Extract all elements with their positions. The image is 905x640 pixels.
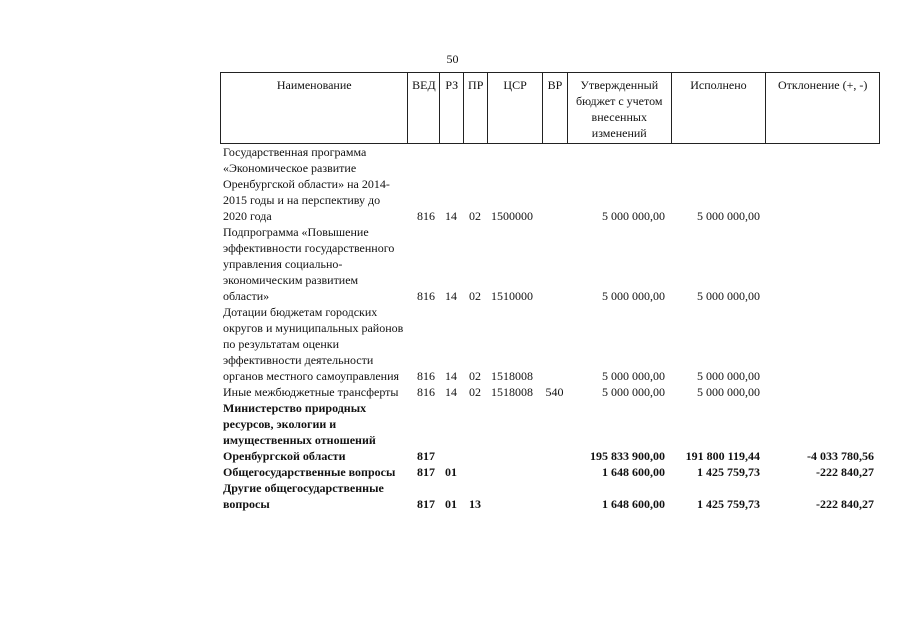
table-row [220,480,880,512]
row-vr: 540 [545,385,564,399]
table-row [220,304,880,384]
row-csr: 1500000 [491,209,533,223]
row-executed: 5 000 000,00 [697,385,760,399]
header-rz: РЗ [439,73,463,143]
header-executed: Исполнено [671,73,766,143]
row-pr: 02 [469,385,481,399]
budget-table [220,72,880,512]
row-rz: 01 [445,465,457,479]
row-name: Дотации бюджетам городских округов и муниципальных районов по результатам оценки эффективности деятельности органов местного самоуправления [223,305,404,383]
row-approved: 5 000 000,00 [602,369,665,383]
row-deviation: -222 840,27 [816,497,874,511]
table-header [220,72,880,144]
row-name: Иные межбюджетные трансферты [223,385,399,399]
header-approved: Утвержденный бюджет с учетом внесенных изменений [567,73,671,143]
row-executed: 191 800 119,44 [685,449,760,463]
header-pr: ПР [463,73,487,143]
row-approved: 5 000 000,00 [602,289,665,303]
row-rz: 14 [445,209,457,223]
header-vr: ВР [542,73,567,143]
table-row [220,384,880,400]
row-approved: 195 833 900,00 [590,449,665,463]
row-pr: 13 [469,497,481,511]
row-rz: 01 [445,497,457,511]
row-csr: 1510000 [491,289,533,303]
row-pr: 02 [469,369,481,383]
row-name: Подпрограмма «Повышение эффективности государственного управления социально-экономическим развитием области» [223,225,395,303]
row-approved: 5 000 000,00 [602,385,665,399]
row-rz: 14 [445,369,457,383]
row-approved: 1 648 600,00 [602,465,665,479]
row-pr: 02 [469,209,481,223]
row-ved: 816 [417,289,435,303]
row-executed: 1 425 759,73 [697,497,760,511]
row-approved: 1 648 600,00 [602,497,665,511]
table-row [220,224,880,304]
page-number: 50 [446,52,459,66]
row-csr: 1518008 [491,385,533,399]
row-name: Общегосударственные вопросы [223,465,396,479]
row-name: Министерство природных ресурсов, экологии и имущественных отношений Оренбургской области [223,401,376,463]
row-ved: 816 [417,209,435,223]
row-ved: 817 [417,465,435,479]
table-row [220,144,880,224]
row-pr: 02 [469,289,481,303]
row-executed: 5 000 000,00 [697,369,760,383]
row-rz: 14 [445,385,457,399]
row-ved: 817 [417,449,435,463]
table-row [220,464,880,480]
header-ved: ВЕД [407,73,439,143]
header-deviation: Отклонение (+, -) [765,73,879,143]
row-executed: 5 000 000,00 [697,289,760,303]
row-ved: 816 [417,385,435,399]
row-rz: 14 [445,289,457,303]
row-approved: 5 000 000,00 [602,209,665,223]
row-deviation: -4 033 780,56 [807,449,874,463]
row-executed: 5 000 000,00 [697,209,760,223]
row-csr: 1518008 [491,369,533,383]
row-name: Другие общегосударственные вопросы [223,481,384,511]
row-ved: 816 [417,369,435,383]
table-row [220,400,880,464]
row-deviation: -222 840,27 [816,465,874,479]
row-ved: 817 [417,497,435,511]
row-name: Государственная программа «Экономическое развитие Оренбургской области» на 2014-2015 годы и на перспективу до 2020 года [223,145,390,223]
row-executed: 1 425 759,73 [697,465,760,479]
header-name: Наименование [276,78,352,92]
header-csr: ЦСР [487,73,542,143]
